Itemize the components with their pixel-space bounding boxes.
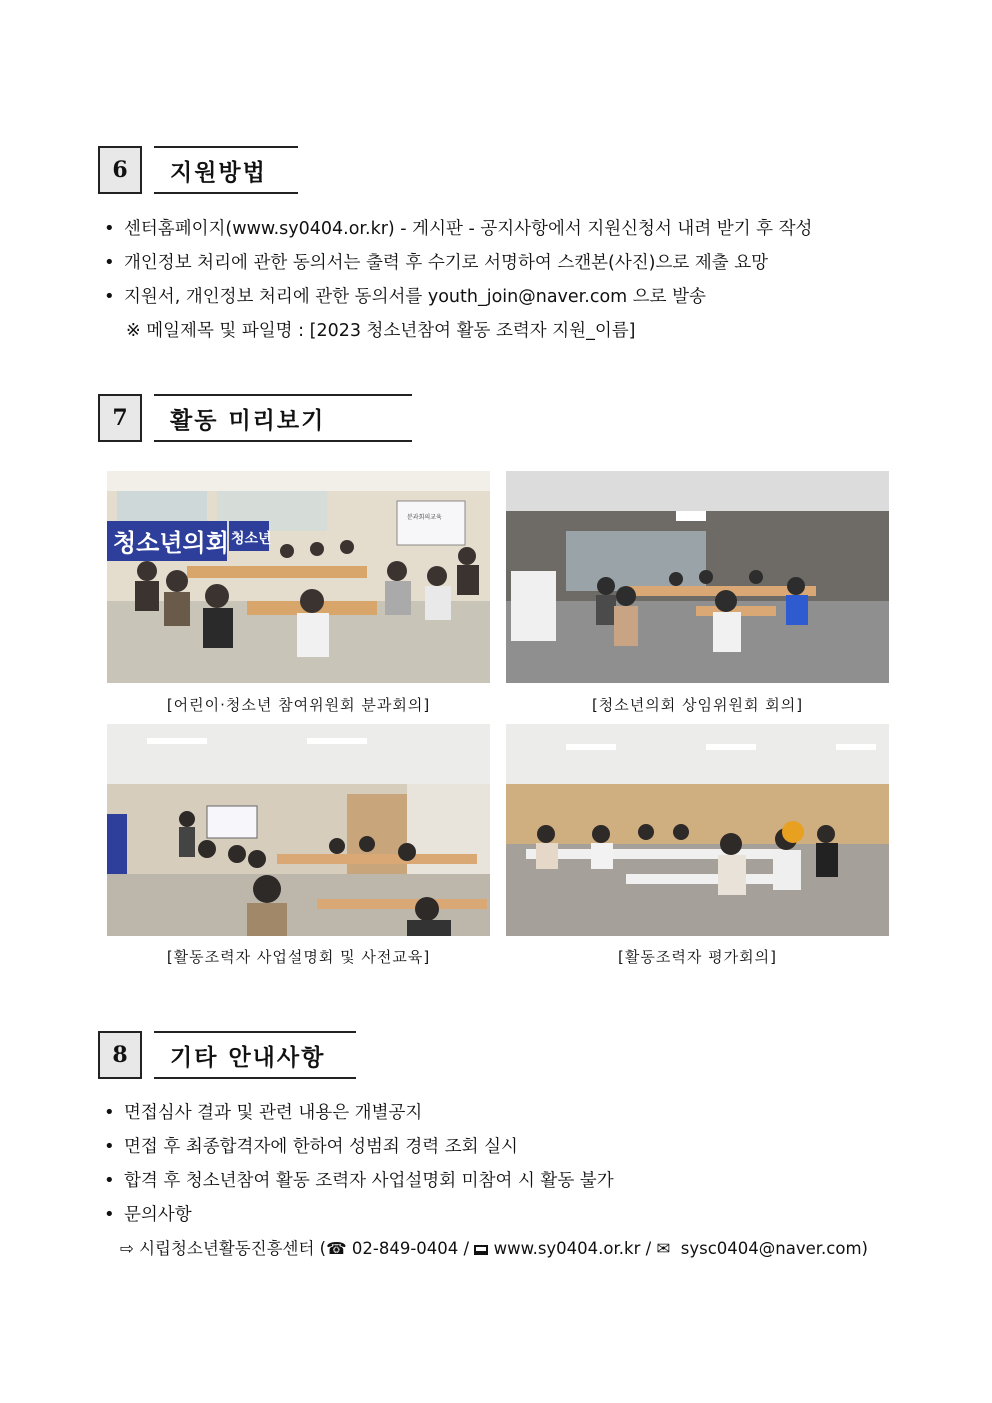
section-8-list <box>104 1096 614 1232</box>
photo-caption: [활동조력자 평가회의] <box>618 948 777 966</box>
photo-caption: [청소년의회 상임위원회 회의] <box>591 696 804 714</box>
phone-icon: ☎ <box>326 1239 347 1258</box>
contact-line <box>120 1232 868 1266</box>
section-7-number: 7 <box>98 394 142 442</box>
contact-website[interactable]: www.sy0404.or.kr <box>493 1239 641 1258</box>
banner-text: 청소년의회 <box>113 529 229 557</box>
contact-phone: 02-849-0404 <box>351 1239 459 1258</box>
list-item: • 문의사항 <box>104 1198 614 1232</box>
section-8-number: 8 <box>98 1031 142 1079</box>
list-item: • 합격 후 청소년참여 활동 조력자 사업설명회 미참여 시 활동 불가 <box>104 1164 614 1198</box>
list-item: • 센터홈페이지(www.sy0404.or.kr) - 게시판 - 공지사항에서 지원신청서 내려 받기 후 작성 <box>104 212 812 246</box>
photo-subcommittee-meeting <box>107 471 490 683</box>
photo-orientation-session <box>107 724 490 936</box>
separator: / <box>458 1239 475 1258</box>
contact-email[interactable]: sysc0404@naver.com <box>680 1239 862 1258</box>
list-item: • 면접 후 최종합격자에 한하여 성범죄 경력 조회 실시 <box>104 1130 614 1164</box>
photo-caption: [어린이·청소년 참여위원회 분과회의] <box>166 696 431 714</box>
list-item: • 지원서, 개인정보 처리에 관한 동의서를 youth_join@naver.com 으로 발송 <box>104 280 812 314</box>
envelope-icon: ✉ <box>656 1239 671 1258</box>
contact-org: 시립청소년활동진흥센터 ( <box>139 1239 327 1258</box>
computer-icon <box>474 1245 488 1255</box>
list-item: • 개인정보 처리에 관한 동의서는 출력 후 수기로 서명하여 스캔본(사진)으로 제출 요망 <box>104 246 812 280</box>
arrow-icon: ⇨ <box>120 1239 134 1258</box>
section-6-title: 지원방법 <box>154 146 298 194</box>
separator: / <box>640 1239 657 1258</box>
photo-evaluation-meeting <box>506 724 889 936</box>
banner-text-2: 청소년 <box>231 531 272 547</box>
section-6-list <box>104 212 812 314</box>
section-8-title: 기타 안내사항 <box>154 1031 356 1079</box>
closing-paren: ) <box>861 1239 868 1258</box>
section-6-number: 6 <box>98 146 142 194</box>
photo-standing-committee-meeting <box>506 471 889 683</box>
screen-text: 분과회의교육 <box>407 514 442 521</box>
mail-subject-note: ※ 메일제목 및 파일명 : [2023 청소년참여 활동 조력자 지원_이름] <box>126 321 636 341</box>
list-item: • 면접심사 결과 및 관련 내용은 개별공지 <box>104 1096 614 1130</box>
section-7-title: 활동 미리보기 <box>154 394 412 442</box>
photo-caption: [활동조력자 사업설명회 및 사전교육] <box>166 948 431 966</box>
